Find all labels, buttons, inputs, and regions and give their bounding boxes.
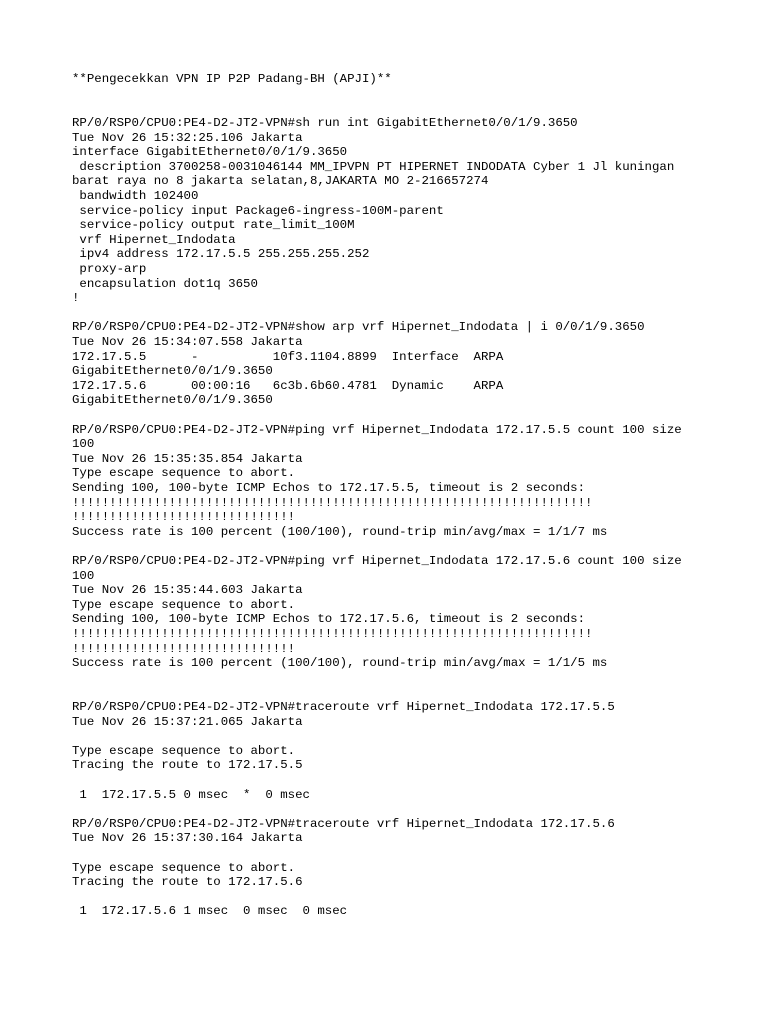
output-line: GigabitEthernet0/0/1/9.3650 <box>72 393 273 408</box>
output-line: Tracing the route to 172.17.5.5 <box>72 758 303 773</box>
command-line: RP/0/RSP0/CPU0:PE4-D2-JT2-VPN#traceroute vrf Hipernet_Indodata 172.17.5.5 <box>72 700 615 714</box>
timestamp-line: Tue Nov 26 15:34:07.558 Jakarta <box>72 335 303 349</box>
output-line: Type escape sequence to abort. <box>72 860 296 875</box>
timestamp-line: Tue Nov 26 15:37:21.065 Jakarta <box>72 714 303 729</box>
output-line: Sending 100, 100-byte ICMP Echos to 172.17.5.5, timeout is 2 seconds: <box>72 481 586 495</box>
output-line: bandwidth 102400 <box>72 189 199 203</box>
output-line: Tracing the route to 172.17.5.6 <box>72 875 303 890</box>
output-line: 172.17.5.6 00:00:16 6c3b.6b60.4781 Dynamic ARPA <box>72 378 504 393</box>
timestamp-line: Tue Nov 26 15:35:35.854 Jakarta <box>72 451 303 466</box>
output-line: encapsulation dot1q 3650 <box>72 276 258 291</box>
output-line: service-policy input Package6-ingress-100M-parent <box>72 203 444 218</box>
trace-hop-line: 1 172.17.5.5 0 msec * 0 msec <box>72 787 310 802</box>
command-line: RP/0/RSP0/CPU0:PE4-D2-JT2-VPN#traceroute vrf Hipernet_Indodata 172.17.5.6 <box>72 816 615 831</box>
ping-result-line: !!!!!!!!!!!!!!!!!!!!!!!!!!!!!! <box>72 641 296 656</box>
command-line: RP/0/RSP0/CPU0:PE4-D2-JT2-VPN#show arp vrf Hipernet_Indodata | i 0/0/1/9.3650 <box>72 320 645 335</box>
output-line: Type escape sequence to abort. <box>72 597 296 612</box>
command-line-continuation: 100 <box>72 568 95 583</box>
ping-result-line: !!!!!!!!!!!!!!!!!!!!!!!!!!!!!! <box>72 510 296 525</box>
ping-summary-line: Success rate is 100 percent (100/100), round-trip min/avg/max = 1/1/7 ms <box>72 524 608 539</box>
command-line-continuation: 100 <box>72 437 95 452</box>
command-line: RP/0/RSP0/CPU0:PE4-D2-JT2-VPN#ping vrf Hipernet_Indodata 172.17.5.5 count 100 size <box>72 422 682 437</box>
ping-summary-line: Success rate is 100 percent (100/100), round-trip min/avg/max = 1/1/5 ms <box>72 656 608 671</box>
timestamp-line: Tue Nov 26 15:35:44.603 Jakarta <box>72 583 303 598</box>
output-line: barat raya no 8 jakarta selatan,8,JAKARTA MO 2-216657274 <box>72 174 489 189</box>
output-line: interface GigabitEthernet0/0/1/9.3650 <box>72 145 348 160</box>
command-line: RP/0/RSP0/CPU0:PE4-D2-JT2-VPN#sh run int GigabitEthernet0/0/1/9.3650 <box>72 116 578 130</box>
output-line: service-policy output rate_limit_100M <box>72 218 355 233</box>
timestamp-line: Tue Nov 26 15:32:25.106 Jakarta <box>72 130 303 145</box>
output-line: Type escape sequence to abort. <box>72 466 296 481</box>
output-line: vrf Hipernet_Indodata <box>72 232 236 247</box>
ping-result-line: !!!!!!!!!!!!!!!!!!!!!!!!!!!!!!!!!!!!!!!!!!!!!!!!!!!!!!!!!!!!!!!!!!!!!! <box>72 495 593 510</box>
ping-result-line: !!!!!!!!!!!!!!!!!!!!!!!!!!!!!!!!!!!!!!!!!!!!!!!!!!!!!!!!!!!!!!!!!!!!!! <box>72 627 593 641</box>
output-line: GigabitEthernet0/0/1/9.3650 <box>72 364 273 379</box>
timestamp-line: Tue Nov 26 15:37:30.164 Jakarta <box>72 831 303 846</box>
output-line: ! <box>72 291 80 306</box>
output-line: 172.17.5.5 - 10f3.1104.8899 Interface ARPA <box>72 349 504 364</box>
output-line: description 3700258-0031046144 MM_IPVPN PT HIPERNET INDODATA Cyber 1 Jl kuningan <box>72 159 675 174</box>
command-line: RP/0/RSP0/CPU0:PE4-D2-JT2-VPN#ping vrf Hipernet_Indodata 172.17.5.6 count 100 size <box>72 554 682 568</box>
output-line: Type escape sequence to abort. <box>72 743 296 758</box>
output-line: proxy-arp <box>72 262 147 276</box>
document-title: **Pengecekkan VPN IP P2P Padang-BH (APJI)** <box>72 72 392 86</box>
output-line: Sending 100, 100-byte ICMP Echos to 172.17.5.6, timeout is 2 seconds: <box>72 612 586 627</box>
trace-hop-line: 1 172.17.5.6 1 msec 0 msec 0 msec <box>72 904 348 919</box>
output-line: ipv4 address 172.17.5.5 255.255.255.252 <box>72 247 370 262</box>
